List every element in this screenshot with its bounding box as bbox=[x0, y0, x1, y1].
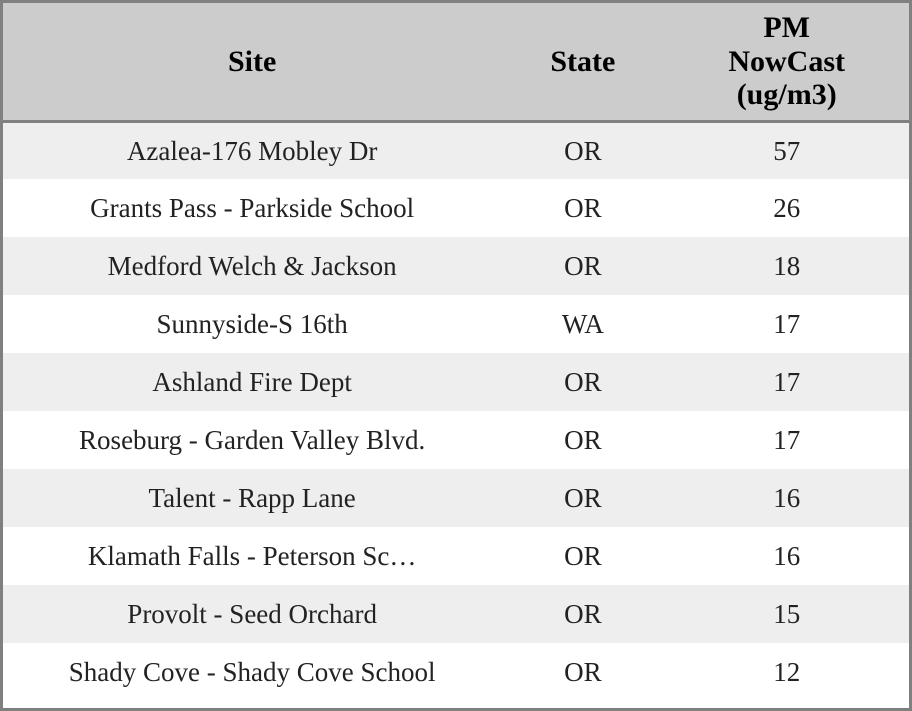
cell-site: Talent - Rapp Lane bbox=[3, 469, 501, 527]
table-row bbox=[3, 411, 909, 469]
table-body bbox=[3, 121, 909, 701]
cell-pm-nowcast: 18 bbox=[664, 237, 909, 295]
cell-site: Grants Pass - Parkside School bbox=[3, 179, 501, 237]
air-quality-table bbox=[3, 3, 909, 701]
cell-state: OR bbox=[501, 353, 664, 411]
table-row bbox=[3, 295, 909, 353]
cell-site: Medford Welch & Jackson bbox=[3, 237, 501, 295]
cell-pm-nowcast: 17 bbox=[664, 353, 909, 411]
table-row bbox=[3, 585, 909, 643]
column-header-state: State bbox=[501, 3, 664, 121]
cell-state: WA bbox=[501, 295, 664, 353]
column-header-site: Site bbox=[3, 3, 501, 121]
cell-pm-nowcast: 17 bbox=[664, 295, 909, 353]
cell-state: OR bbox=[501, 179, 664, 237]
cell-site: Klamath Falls - Peterson Sc… bbox=[3, 527, 501, 585]
table-row bbox=[3, 179, 909, 237]
cell-site: Provolt - Seed Orchard bbox=[3, 585, 501, 643]
table-row bbox=[3, 469, 909, 527]
cell-state: OR bbox=[501, 643, 664, 701]
cell-state: OR bbox=[501, 411, 664, 469]
cell-state: OR bbox=[501, 585, 664, 643]
cell-site: Shady Cove - Shady Cove School bbox=[3, 643, 501, 701]
cell-state: OR bbox=[501, 121, 664, 179]
table-row bbox=[3, 353, 909, 411]
cell-site: Sunnyside-S 16th bbox=[3, 295, 501, 353]
table-header-row bbox=[3, 3, 909, 121]
cell-state: OR bbox=[501, 469, 664, 527]
cell-pm-nowcast: 16 bbox=[664, 527, 909, 585]
cell-state: OR bbox=[501, 237, 664, 295]
column-header-pm-nowcast-line1: PM bbox=[763, 11, 810, 44]
table-row bbox=[3, 121, 909, 179]
cell-site: Ashland Fire Dept bbox=[3, 353, 501, 411]
column-header-pm-nowcast-line2: NowCast bbox=[728, 44, 846, 78]
table-header bbox=[3, 3, 909, 121]
cell-pm-nowcast: 57 bbox=[664, 121, 909, 179]
cell-site: Azalea-176 Mobley Dr bbox=[3, 121, 501, 179]
table-row bbox=[3, 643, 909, 701]
cell-pm-nowcast: 26 bbox=[664, 179, 909, 237]
column-header-pm-nowcast-line3: (ug/m3) bbox=[736, 78, 837, 112]
table-row bbox=[3, 237, 909, 295]
cell-state: OR bbox=[501, 527, 664, 585]
cell-pm-nowcast: 15 bbox=[664, 585, 909, 643]
cell-pm-nowcast: 17 bbox=[664, 411, 909, 469]
table-row bbox=[3, 527, 909, 585]
cell-site: Roseburg - Garden Valley Blvd. bbox=[3, 411, 501, 469]
cell-pm-nowcast: 12 bbox=[664, 643, 909, 701]
column-header-pm-nowcast bbox=[664, 3, 909, 121]
cell-pm-nowcast: 16 bbox=[664, 469, 909, 527]
